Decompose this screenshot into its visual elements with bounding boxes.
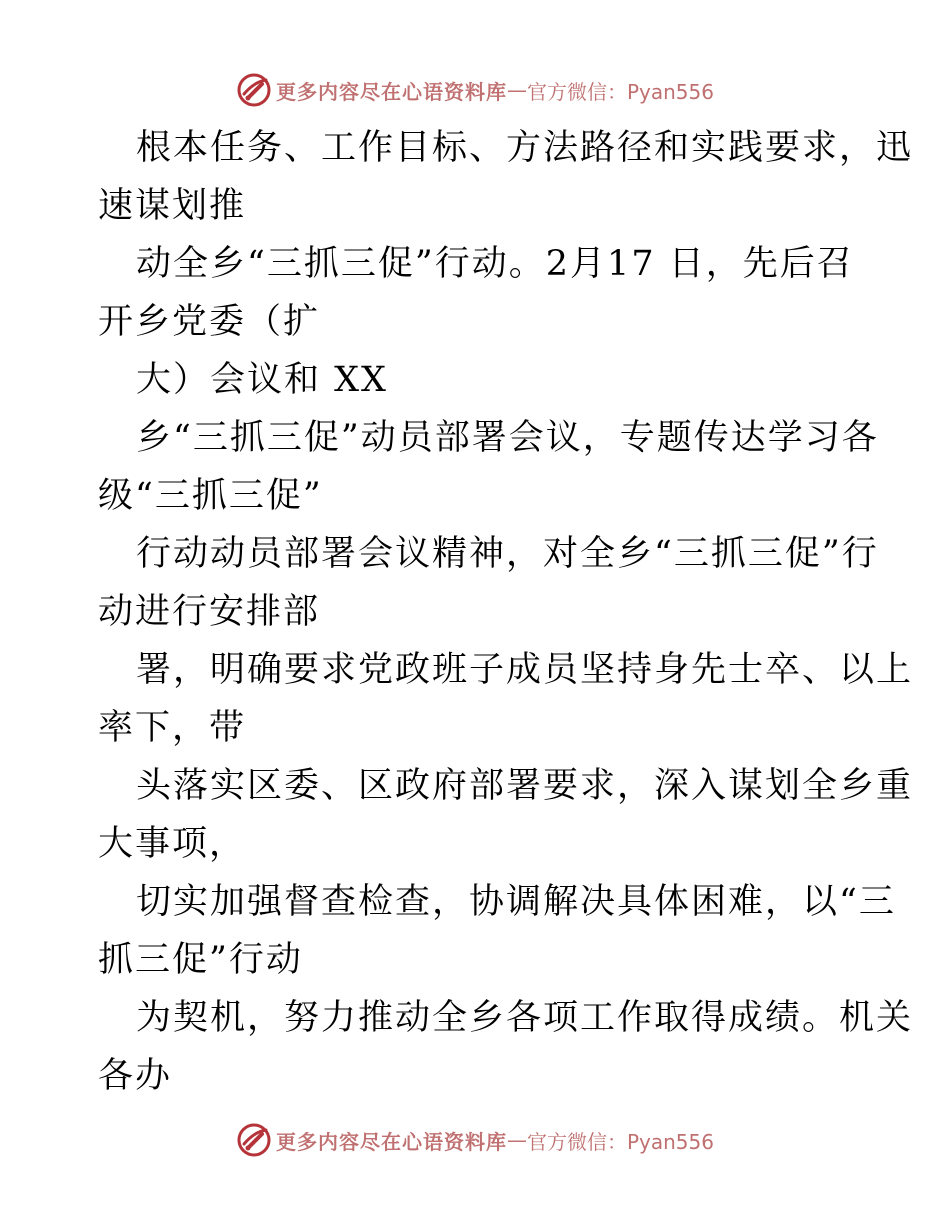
text-line: 为契机，努力推动全乡各项工作取得成绩。机关 (136, 998, 914, 1038)
text-line: 级“三抓三促” (98, 476, 323, 516)
pen-logo-icon (236, 1122, 272, 1158)
text-line: 速谋划推 (98, 186, 247, 226)
text-line: 率下，带 (98, 708, 247, 748)
watermark-separator: — (506, 78, 527, 102)
document-body (98, 119, 914, 1105)
text-line: 切实加强督查检查，协调解决具体困难，以“三 (136, 882, 896, 922)
text-line: 根本任务、工作目标、方法路径和实践要求，迅 (136, 128, 914, 168)
text-line: 各办 (98, 1056, 173, 1096)
text-line: 大）会议和 XX (136, 360, 388, 400)
text-line: 署，明确要求党政班子成员坚持身先士卒、以上 (136, 650, 914, 690)
watermark-wechat: 官方微信：Pyan556 (526, 1129, 714, 1154)
text-line: 行动动员部署会议精神，对全乡“三抓三促”行 (136, 534, 879, 574)
text-line: 动进行安排部 (98, 592, 321, 632)
watermark-brand: 更多内容尽在心语资料库 (275, 79, 507, 104)
pen-logo-icon (236, 72, 272, 108)
header-watermark (0, 70, 950, 110)
text-line: 乡“三抓三促”动员部署会议，专题传达学习各 (136, 418, 879, 458)
watermark-wechat: 官方微信：Pyan556 (526, 79, 714, 104)
text-line: 开乡党委（扩 (98, 302, 321, 342)
watermark-brand: 更多内容尽在心语资料库 (275, 1129, 507, 1154)
text-line: 动全乡“三抓三促”行动。2月17 日，先后召 (136, 244, 854, 284)
footer-watermark (0, 1120, 950, 1160)
text-line: 大事项， (98, 824, 247, 864)
text-line: 抓三促”行动 (98, 940, 303, 980)
text-line: 头落实区委、区政府部署要求，深入谋划全乡重 (136, 766, 914, 806)
watermark-separator: — (506, 1128, 527, 1152)
